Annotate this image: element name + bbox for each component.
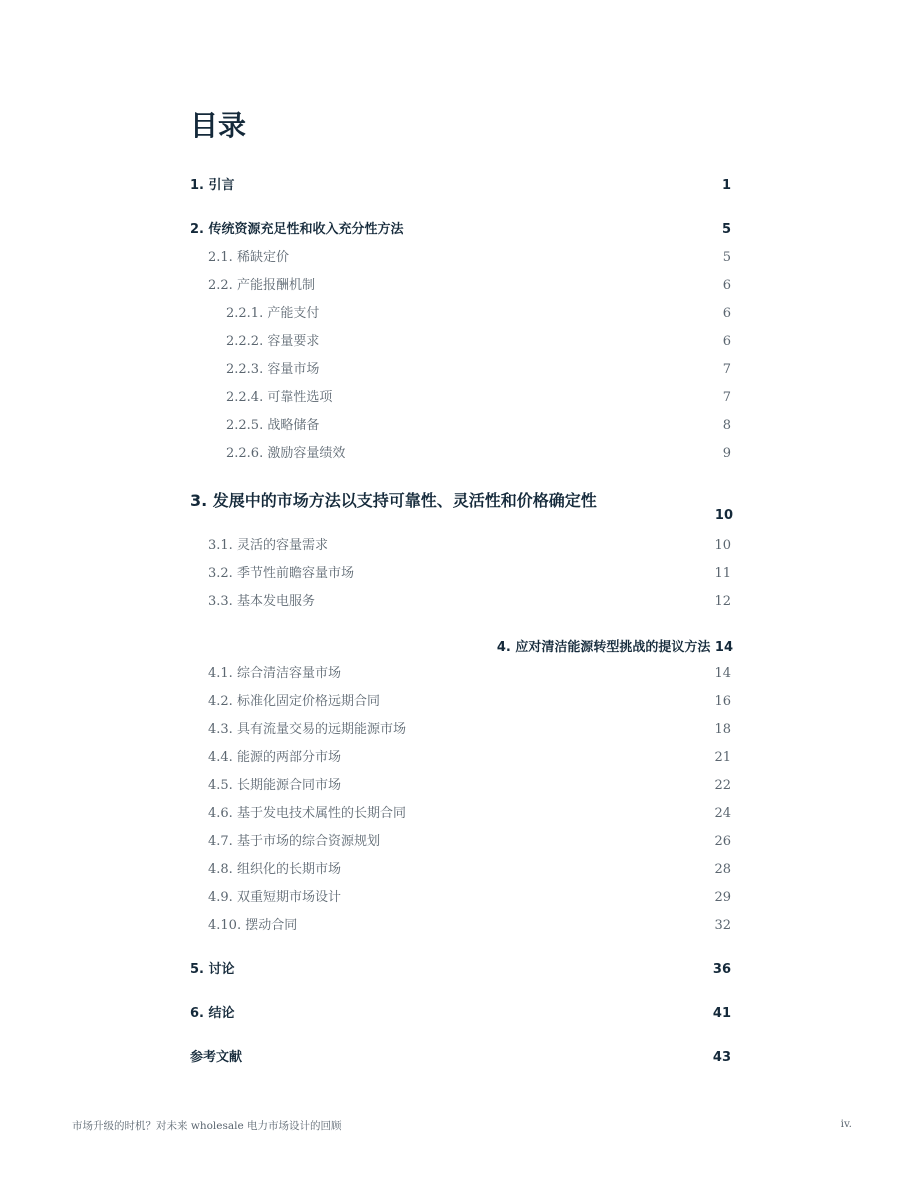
- toc-entry-page: 12: [714, 594, 731, 609]
- toc-entry-page: 11: [714, 566, 731, 581]
- toc-entry-page: 21: [714, 750, 731, 765]
- toc-entry-1[interactable]: [190, 176, 733, 196]
- footer-page-number: iv.: [840, 1118, 852, 1130]
- toc-entry-label: 4.4. 能源的两部分市场: [208, 750, 341, 765]
- page-title: 目录: [190, 109, 247, 142]
- toc-entry-label: 4.3. 具有流量交易的远期能源市场: [208, 722, 406, 737]
- toc-entry-page: 8: [722, 418, 731, 433]
- toc-entry-4-1[interactable]: [190, 664, 733, 684]
- toc-entry-page: 5: [722, 250, 731, 265]
- toc-entry-2-1[interactable]: [190, 248, 733, 268]
- toc-entry-4-7[interactable]: [190, 832, 733, 852]
- toc-entry-2-2-2[interactable]: [190, 332, 733, 352]
- toc-entry-label: 参考文献: [190, 1050, 243, 1065]
- toc-entry-page: 43: [712, 1050, 731, 1065]
- toc-entry-page: 1: [721, 178, 731, 193]
- toc-entry-2-2-1[interactable]: [190, 304, 733, 324]
- toc-entry-2-2-5[interactable]: [190, 416, 733, 436]
- toc-entry-page: 7: [722, 362, 731, 377]
- toc-entry-label: 2.2.5. 战略储备: [226, 418, 320, 433]
- toc-entry-page: 6: [722, 278, 731, 293]
- toc-entry-2-2-6[interactable]: [190, 444, 733, 464]
- toc-entry-3-page: 10: [714, 508, 733, 523]
- toc-entry-label: 4.9. 双重短期市场设计: [208, 890, 341, 905]
- toc-entry-2[interactable]: [190, 220, 733, 240]
- toc-entry-page: 6: [722, 306, 731, 321]
- toc-entry-4-6[interactable]: [190, 804, 733, 824]
- toc-entry-page: 16: [714, 694, 731, 709]
- toc-entry-references[interactable]: [190, 1048, 733, 1068]
- toc-entry-page: 18: [714, 722, 731, 737]
- toc-entry-label: 2.2.3. 容量市场: [226, 362, 320, 377]
- toc-entry-4-5[interactable]: [190, 776, 733, 796]
- toc-entry-page: 10: [714, 538, 731, 553]
- toc-entry-4-4[interactable]: [190, 748, 733, 768]
- toc-entry-page: 22: [714, 778, 731, 793]
- toc-entry-label: 3.2. 季节性前瞻容量市场: [208, 566, 354, 581]
- toc-entry-label: 4.1. 综合清洁容量市场: [208, 666, 341, 681]
- toc-entry-label: 4.8. 组织化的长期市场: [208, 862, 341, 877]
- toc-entry-2-2-3[interactable]: [190, 360, 733, 380]
- toc-entry-page: 41: [712, 1006, 731, 1021]
- toc-entry-label: 4.2. 标准化固定价格远期合同: [208, 694, 380, 709]
- toc-entry-4[interactable]: 4. 应对清洁能源转型挑战的提议方法 14: [496, 640, 733, 655]
- toc-entry-label: 1. 引言: [190, 178, 235, 193]
- toc-entry-label: 5. 讨论: [190, 962, 235, 977]
- toc-entry-4-2[interactable]: [190, 692, 733, 712]
- toc-entry-2-2-4[interactable]: [190, 388, 733, 408]
- toc-entry-page: 26: [714, 834, 731, 849]
- toc-entry-3-3[interactable]: [190, 592, 733, 612]
- toc-entry-label: 4.5. 长期能源合同市场: [208, 778, 341, 793]
- toc-entry-label: 2.2.6. 激励容量绩效: [226, 446, 346, 461]
- toc-entry-page: 36: [712, 962, 731, 977]
- toc-entry-5[interactable]: [190, 960, 733, 980]
- toc-entry-label: 2.1. 稀缺定价: [208, 250, 289, 265]
- toc-entry-page: 6: [722, 334, 731, 349]
- footer-document-title: 市场升级的时机？对未来 wholesale 电力市场设计的回顾: [72, 1120, 342, 1132]
- toc-entry-3-2[interactable]: [190, 564, 733, 584]
- toc-entry-label: 3.3. 基本发电服务: [208, 594, 315, 609]
- toc-entry-4-10[interactable]: [190, 916, 733, 936]
- toc-entry-6[interactable]: [190, 1004, 733, 1024]
- toc-entry-4-3[interactable]: [190, 720, 733, 740]
- toc-entry-4-8[interactable]: [190, 860, 733, 880]
- toc-entry-page: 14: [714, 666, 731, 681]
- toc-entry-page: 24: [714, 806, 731, 821]
- toc-entry-label: 4.6. 基于发电技术属性的长期合同: [208, 806, 406, 821]
- toc-entry-label: 2. 传统资源充足性和收入充分性方法: [190, 222, 404, 237]
- toc-entry-4-9[interactable]: [190, 888, 733, 908]
- toc-entry-label: 2.2. 产能报酬机制: [208, 278, 315, 293]
- toc-entry-page: 29: [714, 890, 731, 905]
- toc-entry-3-label[interactable]: 3. 发展中的市场方法以支持可靠性、灵活性和价格确定性: [190, 491, 597, 510]
- toc-entry-page: 9: [722, 446, 731, 461]
- toc-entry-page: 7: [722, 390, 731, 405]
- toc-entry-label: 2.2.1. 产能支付: [226, 306, 320, 321]
- toc-entry-2-2[interactable]: [190, 276, 733, 296]
- toc-entry-label: 4.10. 摆动合同: [208, 918, 298, 933]
- toc-entry-label: 4.7. 基于市场的综合资源规划: [208, 834, 380, 849]
- toc-entry-page: 32: [714, 918, 731, 933]
- toc-entry-page: 5: [721, 222, 731, 237]
- toc-entry-label: 6. 结论: [190, 1006, 235, 1021]
- toc-entry-label: 2.2.4. 可靠性选项: [226, 390, 333, 405]
- toc-entry-3-1[interactable]: [190, 536, 733, 556]
- toc-entry-page: 28: [714, 862, 731, 877]
- toc-entry-label: 2.2.2. 容量要求: [226, 334, 320, 349]
- toc-entry-label: 3.1. 灵活的容量需求: [208, 538, 328, 553]
